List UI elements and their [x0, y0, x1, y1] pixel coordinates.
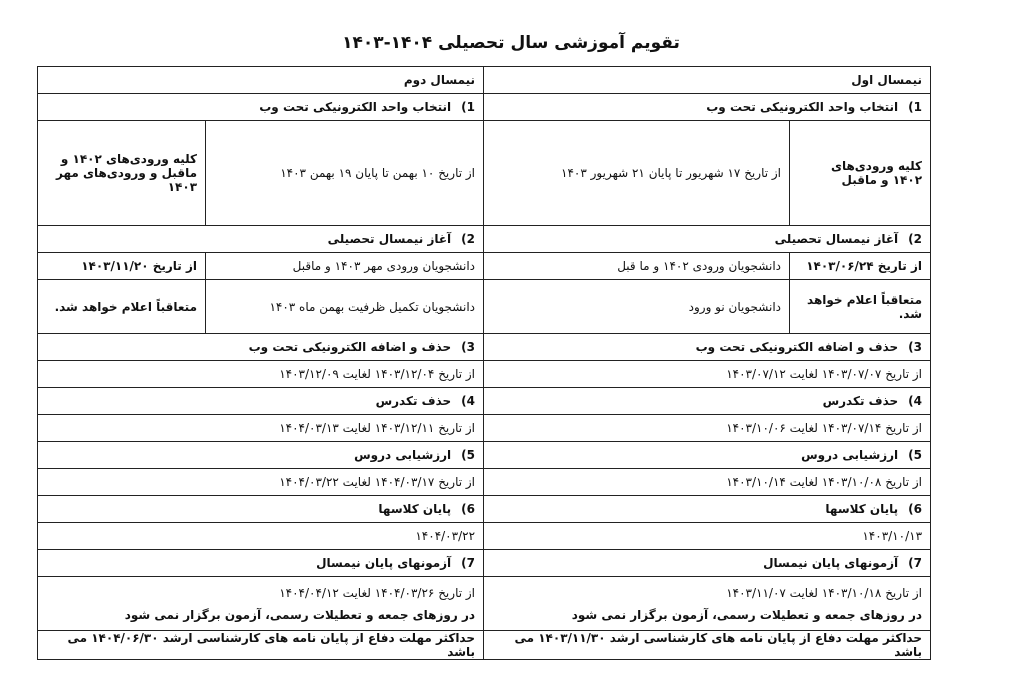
sem2-s2-r1-date: از تاریخ ۱۴۰۳/۱۱/۲۰ — [38, 253, 206, 280]
sem2-s5-title: 5)ارزشیابی دروس — [38, 442, 484, 469]
sem2-s3-title: 3)حذف و اضافه الکترونیکی تحت وب — [38, 334, 484, 361]
sem1-s1-group: کلیه ورودی‌های ۱۴۰۲ و ماقبل — [790, 121, 931, 226]
sem1-s7-title: 7)آزمونهای پایان نیمسال — [484, 550, 931, 577]
sem2-s7-title: 7)آزمونهای پایان نیمسال — [38, 550, 484, 577]
sem1-s6-date: ۱۴۰۳/۱۰/۱۳ — [484, 523, 931, 550]
sem2-s5-date: از تاریخ ۱۴۰۴/۰۳/۱۷ لغایت ۱۴۰۴/۰۳/۲۲ — [38, 469, 484, 496]
sem2-s2-r2-group: دانشجویان تکمیل ظرفیت بهمن ماه ۱۴۰۳ — [206, 280, 484, 334]
sem1-s6-title: 6)پایان کلاسها — [484, 496, 931, 523]
sem1-s2-r1-date: از تاریخ ۱۴۰۳/۰۶/۲۴ — [790, 253, 931, 280]
sem1-s3-title: 3)حذف و اضافه الکترونیکی تحت وب — [484, 334, 931, 361]
sem1-deadline: حداکثر مهلت دفاع از پایان نامه های کارشناسی ارشد ۱۴۰۳/۱۱/۳۰ می باشد — [484, 631, 931, 660]
sem2-s4-title: 4)حذف تکدرس — [38, 388, 484, 415]
sem1-s7-details — [484, 577, 931, 631]
academic-calendar-table — [37, 66, 931, 660]
sem2-s6-date: ۱۴۰۴/۰۳/۲۲ — [38, 523, 484, 550]
sem2-s2-title: 2)آغاز نیمسال تحصیلی — [38, 226, 484, 253]
sem2-header: نیمسال دوم — [38, 67, 484, 94]
sem2-deadline: حداکثر مهلت دفاع از پایان نامه های کارشناسی ارشد ۱۴۰۴/۰۶/۳۰ می باشد — [38, 631, 484, 660]
sem1-s7-date: از تاریخ ۱۴۰۳/۱۰/۱۸ لغایت ۱۴۰۳/۱۱/۰۷ — [726, 585, 923, 600]
sem2-s1-group: کلیه ورودی‌های ۱۴۰۲ و ماقبل و ورودی‌های مهر ۱۴۰۳ — [38, 121, 206, 226]
sem2-s1-date: از تاریخ ۱۰ بهمن تا پایان ۱۹ بهمن ۱۴۰۳ — [206, 121, 484, 226]
sem2-s6-title: 6)پایان کلاسها — [38, 496, 484, 523]
sem2-s2-r2-date: متعاقباً اعلام خواهد شد. — [38, 280, 206, 334]
sem1-s2-r2-group: دانشجویان نو ورود — [484, 280, 790, 334]
sem2-s7-note: در روزهای جمعه و تعطیلات رسمی، آزمون برگزار نمی شود — [124, 607, 476, 622]
sem1-s7-note: در روزهای جمعه و تعطیلات رسمی، آزمون برگزار نمی شود — [571, 607, 923, 622]
sem1-s1-date: از تاریخ ۱۷ شهریور تا پایان ۲۱ شهریور ۱۴۰۳ — [484, 121, 790, 226]
sem2-s3-date: از تاریخ ۱۴۰۳/۱۲/۰۴ لغایت ۱۴۰۳/۱۲/۰۹ — [38, 361, 484, 388]
sem1-s5-date: از تاریخ ۱۴۰۳/۱۰/۰۸ لغایت ۱۴۰۳/۱۰/۱۴ — [484, 469, 931, 496]
sem1-s5-title: 5)ارزشیابی دروس — [484, 442, 931, 469]
sem1-s1-title: 1)انتخاب واحد الکترونیکی تحت وب — [484, 94, 931, 121]
sem1-s2-r1-group: دانشجویان ورودی ۱۴۰۲ و ما قبل — [484, 253, 790, 280]
sem2-s1-title: 1)انتخاب واحد الکترونیکی تحت وب — [38, 94, 484, 121]
page-title: تقویم آموزشی سال تحصیلی ۱۴۰۴-۱۴۰۳ — [342, 33, 680, 53]
sem2-s2-r1-group: دانشجویان ورودی مهر ۱۴۰۳ و ماقبل — [206, 253, 484, 280]
sem1-s4-title: 4)حذف تکدرس — [484, 388, 931, 415]
sem1-s4-date: از تاریخ ۱۴۰۳/۰۷/۱۴ لغایت ۱۴۰۳/۱۰/۰۶ — [484, 415, 931, 442]
sem1-header: نیمسال اول — [484, 67, 931, 94]
sem2-s7-details — [38, 577, 484, 631]
sem1-s2-r2-date: متعاقباً اعلام خواهد شد. — [790, 280, 931, 334]
sem1-s3-date: از تاریخ ۱۴۰۳/۰۷/۰۷ لغایت ۱۴۰۳/۰۷/۱۲ — [484, 361, 931, 388]
sem2-s4-date: از تاریخ ۱۴۰۳/۱۲/۱۱ لغایت ۱۴۰۴/۰۳/۱۳ — [38, 415, 484, 442]
sem2-s7-date: از تاریخ ۱۴۰۴/۰۳/۲۶ لغایت ۱۴۰۴/۰۴/۱۲ — [279, 585, 476, 600]
sem1-s2-title: 2)آغاز نیمسال تحصیلی — [484, 226, 931, 253]
